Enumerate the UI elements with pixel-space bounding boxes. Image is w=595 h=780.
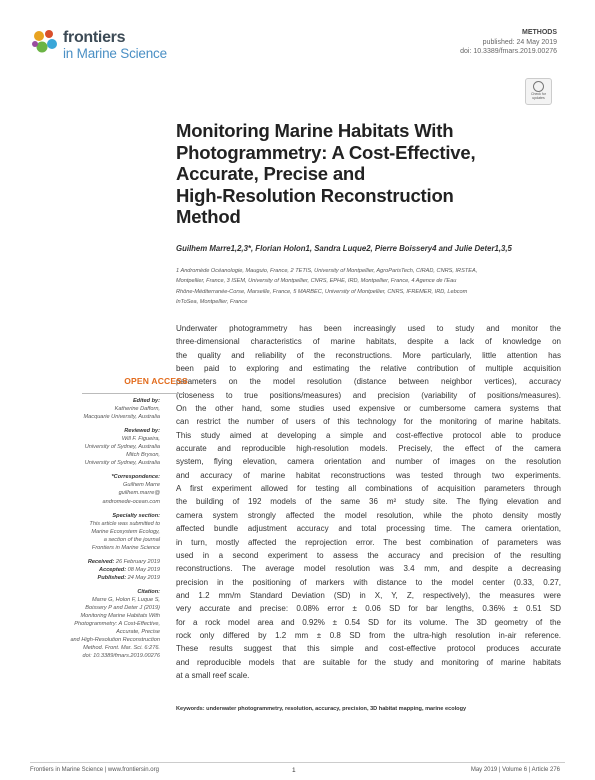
title-line: High-Resolution Reconstruction bbox=[176, 184, 454, 206]
abstract-line: A first experiment allowed for testing all combinations of acquisition parameters through bbox=[176, 484, 561, 494]
affiliation-line: 1 Andromède Océanologie, Mauguio, France, 2 TETIS, University of Montpellier, AgroParisTech, CIRAD, CNRS, IRSTEA, bbox=[176, 268, 478, 274]
keywords: Keywords: underwater photogrammetry, resolution, accuracy, precision, 3D habitat mapping, marine ecology bbox=[176, 706, 467, 712]
title-line: Accurate, Precise and bbox=[176, 163, 366, 184]
received-date: 26 February 2019 bbox=[115, 558, 160, 565]
specialty-label: Specialty section: bbox=[112, 512, 160, 519]
abstract-line: in turn, mostly affected the reprojection error. The best combination of parameters was bbox=[176, 537, 561, 547]
correspondence-block bbox=[30, 473, 160, 505]
specialty-line: This article was submitted to bbox=[89, 520, 160, 527]
check-for-updates-button[interactable] bbox=[525, 78, 552, 105]
abstract-line: can restrict the number of users of this technology for the monitoring of marine habitats. bbox=[176, 417, 561, 427]
abstract-line: the quality and reliability of the reconstructions. More particularly, little attention has bbox=[176, 350, 561, 360]
accepted-label: Accepted: bbox=[99, 566, 127, 573]
author-list[interactable]: Guilhem Marre1,2,3*, Florian Holon1, Sandra Luque2, Pierre Boissery4 and Julie Deter1,3,5 bbox=[176, 244, 512, 253]
article-section: METHODS bbox=[522, 29, 557, 36]
abstract-line: precision in the positioning of markers with distance to the model center (0.33, 0.27, bbox=[176, 577, 561, 587]
check-updates-icon bbox=[533, 81, 544, 92]
citation-label: Citation: bbox=[137, 588, 160, 595]
journal-logo[interactable] bbox=[30, 26, 200, 66]
reviewer-name[interactable]: Mitch Bryson, bbox=[126, 452, 160, 459]
footer-journal-link[interactable]: Frontiers in Marine Science | www.frontiersin.org bbox=[30, 767, 159, 773]
citation-block bbox=[30, 588, 160, 660]
citation-line: Accurate, Precise bbox=[116, 629, 160, 636]
title-line: Method bbox=[176, 206, 241, 227]
editor-name[interactable]: Katherine Dafforn, bbox=[114, 406, 160, 413]
reviewer-affiliation: University of Sydney, Australia bbox=[84, 444, 160, 451]
abstract-line: been paid to exploring and estimating the relative contribution of multiple acquisition bbox=[176, 364, 561, 374]
received-label: Received: bbox=[87, 558, 115, 565]
abstract-line: for a rock model area and 0.92% ± 0.54 SD for its volume. The 3D geometry of the bbox=[176, 617, 561, 627]
citation-doi[interactable]: doi: 10.3389/fmars.2019.00276 bbox=[82, 653, 160, 660]
logo-word-frontiers: frontiers bbox=[63, 29, 126, 46]
abstract-line: Underwater photogrammetry has been increasingly used to study and monitor the bbox=[176, 324, 561, 333]
specialty-line: Frontiers in Marine Science bbox=[91, 544, 160, 551]
abstract-line: camera system strongly affected the model resolution, while the photo density mostly bbox=[176, 510, 561, 520]
affiliation-line: Montpellier, France, 3 ISEM, University of Montpellier, CNRS, EPHE, IRD, Montpellier, France, 4 Agence de l'Eau bbox=[176, 278, 457, 285]
correspondence-name: Guilhem Marre bbox=[123, 482, 160, 489]
abstract-line: affected bundle adjustment accuracy and total processing time. The camera orientation, bbox=[176, 524, 561, 534]
specialty-block bbox=[30, 512, 160, 552]
affiliation-line: Rhône-Méditerranée-Corse, Marseille, France, 5 MARBEC, University of Montpellier, CNRS, IFREMER, IRD, Lebcom bbox=[176, 288, 468, 295]
abstract-line: and 1.2 mm/m Standard Deviation (SD) in X, Y, Z, respectively), the measures were bbox=[176, 590, 561, 600]
article-info-sidebar bbox=[30, 397, 160, 666]
reviewed-by-label: Reviewed by: bbox=[124, 428, 160, 435]
open-access-label: OPEN ACCESS bbox=[124, 376, 188, 386]
specialty-line: a section of the journal bbox=[103, 536, 160, 543]
received-row bbox=[30, 558, 160, 566]
abstract-line: These results suggest that this simple and cost-effective protocol produces accurate bbox=[176, 644, 561, 654]
abstract-line: reconstructions. The average model resolution was 3.4 mm, and despite a decreasing bbox=[176, 564, 561, 574]
edited-by-block bbox=[30, 397, 160, 421]
title-line: Photogrammetry: A Cost-Effective, bbox=[176, 141, 476, 163]
page-number: 1 bbox=[292, 767, 296, 774]
article-meta-header bbox=[460, 28, 557, 57]
article-doi[interactable]: doi: 10.3389/fmars.2019.00276 bbox=[460, 48, 557, 55]
logo-word-journal: in Marine Science bbox=[63, 46, 167, 61]
editor-affiliation: Macquarie University, Australia bbox=[83, 414, 160, 421]
abstract-line: accurate and reproducible high-resolution models. Precisely, the effect of the camera bbox=[176, 444, 561, 454]
citation-line: Boissery P and Deter J (2019) bbox=[85, 605, 160, 612]
abstract-line: used in a second experiment to assess the accuracy and precision of the resulting bbox=[176, 550, 561, 560]
dates-block bbox=[30, 558, 160, 582]
abstract-line: at a small reef scale. bbox=[176, 670, 250, 680]
citation-line: Photogrammetry: A Cost-Effective, bbox=[74, 621, 160, 628]
abstract-line: and reproducible models that are suitable for the study and monitoring of marine habitats bbox=[176, 657, 561, 667]
accepted-row bbox=[30, 566, 160, 574]
reviewer-affiliation: University of Sydney, Australia bbox=[84, 460, 160, 467]
abstract-line: (closeness to true positions/measures) and precision (variability of positions/measures). bbox=[176, 390, 561, 400]
abstract-line: very accurate and precise: 0.08% error ± 0.06 SD for bar lengths, 0.36% ± 0.51 SD bbox=[176, 604, 561, 614]
published-date-side: 24 May 2019 bbox=[127, 574, 160, 581]
correspondence-label: *Correspondence: bbox=[111, 474, 160, 481]
abstract-line: This study aimed at developing a simple and cost-effective protocol able to produce bbox=[176, 430, 561, 440]
specialty-line: Marine Ecosystem Ecology, bbox=[91, 528, 160, 535]
abstract-line: rock only differed by 1.2 mm ± 0.8 SD from the ultra-high resolution in-air reference. bbox=[176, 630, 561, 640]
abstract-line: and accuracy of marine habitat reconstructions was tested through two experiments. bbox=[176, 470, 561, 480]
abstract bbox=[176, 322, 561, 682]
correspondence-email[interactable]: guilhem.marre@ bbox=[118, 490, 160, 497]
citation-line: and High-Resolution Reconstruction bbox=[70, 637, 160, 644]
accepted-date: 08 May 2019 bbox=[127, 566, 160, 573]
abstract-line: system, flying elevation, camera orientation and number of images on the resolution bbox=[176, 457, 561, 467]
sidebar-divider bbox=[82, 393, 188, 394]
abstract-line: parameters on the model resolution (distance between neighbor vertices), accuracy bbox=[176, 377, 561, 387]
check-updates-label: Check for updates bbox=[531, 92, 546, 100]
article-title bbox=[176, 120, 556, 228]
published-date: published: 24 May 2019 bbox=[482, 38, 557, 46]
reviewer-name[interactable]: Will F. Figueira, bbox=[121, 436, 160, 443]
citation-line: Marre G, Holon F, Luque S, bbox=[92, 596, 160, 603]
title-line: Monitoring Marine Habitats With bbox=[176, 120, 454, 141]
affiliation-line: InToSea, Montpellier, France bbox=[176, 299, 248, 306]
reviewed-by-block bbox=[30, 427, 160, 467]
edited-by-label: Edited by: bbox=[132, 398, 160, 404]
footer-divider bbox=[30, 762, 565, 763]
citation-line: Monitoring Marine Habitats With bbox=[80, 613, 160, 620]
abstract-line: the building of 192 models of the same 36 m² study site. The flying elevation and bbox=[176, 497, 561, 507]
published-row bbox=[30, 574, 160, 582]
correspondence-email[interactable]: andromede-ocean.com bbox=[102, 498, 160, 505]
abstract-line: On the other hand, some studies used expensive or cumbersome camera systems that bbox=[176, 404, 561, 414]
affiliations bbox=[176, 266, 561, 308]
citation-line: Method. Front. Mar. Sci. 6:276. bbox=[83, 645, 160, 652]
published-label: Published: bbox=[97, 574, 127, 581]
abstract-line: three-dimensional characteristics of marine habitats, despite a lack of knowledge on bbox=[176, 337, 561, 347]
frontiers-logo-icon bbox=[30, 28, 60, 58]
footer-issue-info: May 2019 | Volume 6 | Article 276 bbox=[470, 767, 560, 773]
